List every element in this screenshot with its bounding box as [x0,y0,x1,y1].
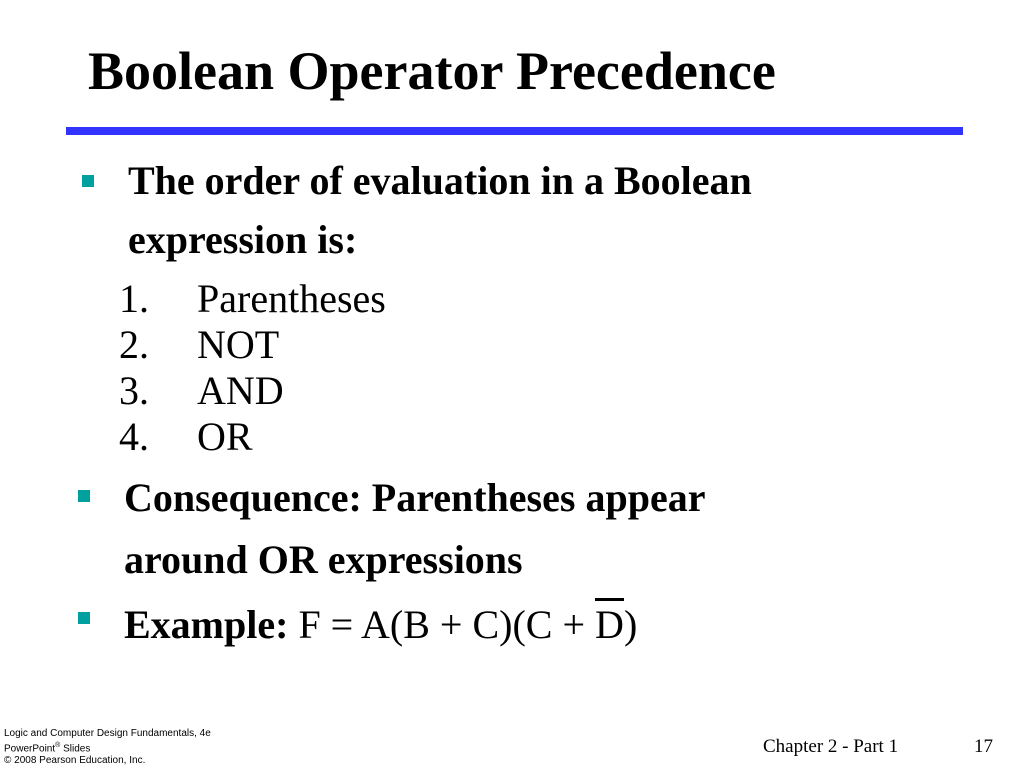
footer-book-info [4,728,211,767]
list-label: AND [197,368,284,413]
footer-slides: Slides [60,743,91,755]
bullet-square-icon [82,175,94,187]
bullet-square-icon [78,612,90,624]
list-label: OR [197,414,253,459]
bullet-square-icon [78,490,90,502]
list-number: 2. [119,322,149,367]
list-label: NOT [197,322,280,367]
page-number: 17 [974,736,993,757]
complemented-variable: D [595,596,624,654]
title-divider [66,127,963,135]
list-item [119,414,386,460]
bullet-1-line-2: expression is: [128,217,358,262]
example-expression [298,602,637,647]
bullet-2-line-2: around OR expressions [124,537,523,582]
example-line [124,596,637,654]
bullet-1-line-1: The order of evaluation in a Boolean [128,158,752,203]
footer-powerpoint: PowerPoint [4,743,56,755]
slide-title: Boolean Operator Precedence [88,41,776,101]
footer-slides-line [4,740,211,755]
list-label: Parentheses [197,276,386,321]
precedence-list [119,276,386,460]
example-label: Example: [124,602,289,647]
registered-mark: ® [55,742,61,749]
expression-suffix: ) [623,602,638,647]
footer-copyright: © 2008 Pearson Education, Inc. [4,755,146,767]
footer-book-title: Logic and Computer Design Fundamentals, 4e [4,728,211,739]
list-item [119,276,386,322]
footer-chapter: Chapter 2 - Part 1 [763,736,899,757]
list-number: 4. [119,414,149,459]
expression-prefix: F = A(B + C)(C + [298,602,596,647]
list-item [119,322,386,368]
bullet-2-line-1: Consequence: Parentheses appear [124,475,706,520]
list-number: 1. [119,276,149,321]
list-item [119,368,386,414]
list-number: 3. [119,368,149,413]
